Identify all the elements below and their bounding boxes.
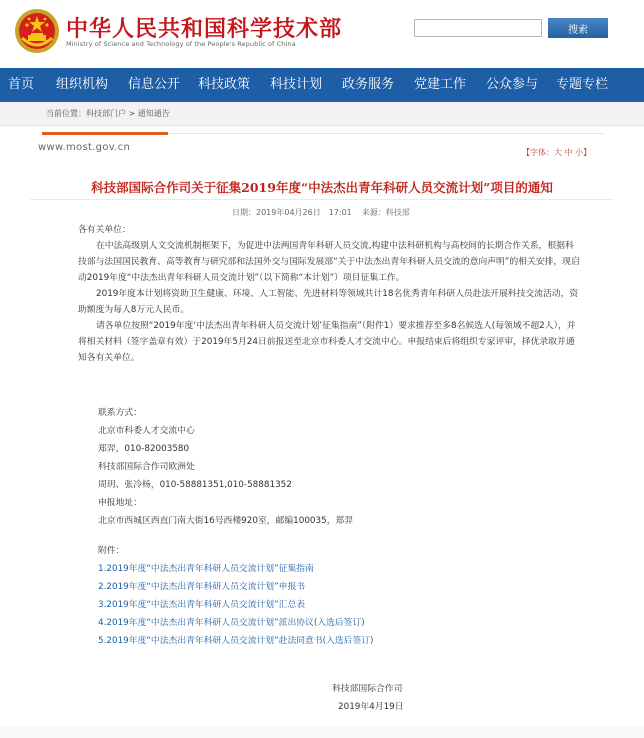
attachment-link[interactable]: 2.2019年度“中法杰出青年科研人员交流计划”申报书 [98,582,306,592]
nav-item-special-topics[interactable]: 专题专栏 [556,77,609,92]
nav-item-party-building[interactable]: 党建工作 [414,77,467,92]
article-body [78,222,582,366]
attachment-link[interactable]: 1.2019年度“中法杰出青年科研人员交流计划”征集指南 [98,564,314,574]
salutation: 各有关单位： [78,225,131,235]
breadcrumb-separator: > [128,109,136,118]
attachment-link[interactable]: 5.2019年度“中法杰出青年科研人员交流计划”赴法同意书(入选后签订) [98,636,374,646]
address-text: 北京市西城区西直门南大街16号西楼920室，邮编100035，郑羿 [98,516,354,526]
address-label: 申报地址： [98,498,142,508]
contact-label: 联系方式： [98,408,142,418]
section-divider [168,133,604,134]
paragraph-3: 请各单位按照“2019年度‘中法杰出青年科研人员交流计划’征集指南”（附件1）要求推荐至多8名候选人(每领域不超2人），并将相关材料（签字盖章有效）于2019年5月24日前报送至北京市科委人才交流中心。申报结束后将组织专家评审，择优录取并通知各有关单位。 [78,321,576,363]
signature-org: 科技部国际合作司 [332,684,403,694]
nav-item-info-disclosure[interactable]: 信息公开 [128,77,181,92]
contact-person-2: 周玥、张冷杨，010-58881351,010-58881352 [98,480,292,490]
site-header [0,0,644,68]
signature-date: 2019年4月19日 [338,702,404,712]
site-domain: www.most.gov.cn [38,142,131,153]
nav-item-organization[interactable]: 组织机构 [56,77,109,92]
nav-item-home[interactable]: 首页 [8,77,35,92]
nav-item-programs[interactable]: 科技计划 [270,77,323,92]
nav-item-policy[interactable]: 科技政策 [198,77,251,92]
attachment-link[interactable]: 4.2019年度“中法杰出青年科研人员交流计划”派出协议(入选后签订) [98,618,365,628]
breadcrumb [0,102,644,126]
main-nav [0,68,644,102]
contact-org-1: 北京市科委人才交流中心 [98,426,195,436]
article-meta [232,207,420,218]
font-size-close: 】 [583,148,592,157]
font-size-large[interactable]: 大 [554,148,562,157]
paragraph-1: 在中法高级别人文交流机制框架下，为促进中法两国青年科研人员交流,构建中法科研机构与高校间的长期合作关系，根据科技部与法国国民教育、高等教育与研究部和法国外交与国际发展部“关于中法杰出青年科研人员交流的意向声明”的相关安排，现启动2019年度“中法杰出青年科研人员交流计划”（以下简称“本计划”）项目征集工作。 [78,241,580,283]
nav-item-services[interactable]: 政务服务 [342,77,395,92]
attachments-label: 附件： [98,546,125,556]
title-divider [30,199,614,200]
font-size-medium[interactable]: 中 [564,148,573,157]
site-subtitle: Ministry of Science and Technology of the People's Republic of China [66,40,296,48]
search-input[interactable] [414,19,542,37]
contact-person-1: 郑羿，010-82003580 [98,444,190,454]
font-size-small[interactable]: 小 [575,148,584,157]
site-title[interactable]: 中华人民共和国科学技术部 [66,17,343,42]
page-bottom [0,726,644,738]
breadcrumb-prefix: 当前位置： [46,109,86,118]
search-button[interactable]: 搜索 [548,18,608,38]
article-source: 来源：科技部 [361,208,410,217]
article-title: 科技部国际合作司关于征集2019年度“中法杰出青年科研人员交流计划”项目的通知 [91,180,553,195]
nav-item-participation[interactable]: 公众参与 [486,77,539,92]
section-accent-bar [42,132,168,135]
breadcrumb-home-link[interactable]: 科技部门户 [86,109,126,118]
breadcrumb-current[interactable]: 通知通告 [137,109,170,118]
attachment-link[interactable]: 3.2019年度“中法杰出青年科研人员交流计划”汇总表 [98,600,306,610]
national-emblem-icon[interactable] [14,8,60,54]
article-date: 日期：2019年04月26日 17:01 [232,208,352,217]
font-size-label: 【字体： [522,148,554,157]
paragraph-2: 2019年度本计划将资助卫生健康、环境、人工智能、先进材料等领域共计18名优秀青年科研人员赴法开展科技交流活动，资助额度为每人8万元人民币。 [78,289,579,315]
font-size-switcher [522,147,591,158]
contact-org-2: 科技部国际合作司欧洲处 [98,462,195,472]
